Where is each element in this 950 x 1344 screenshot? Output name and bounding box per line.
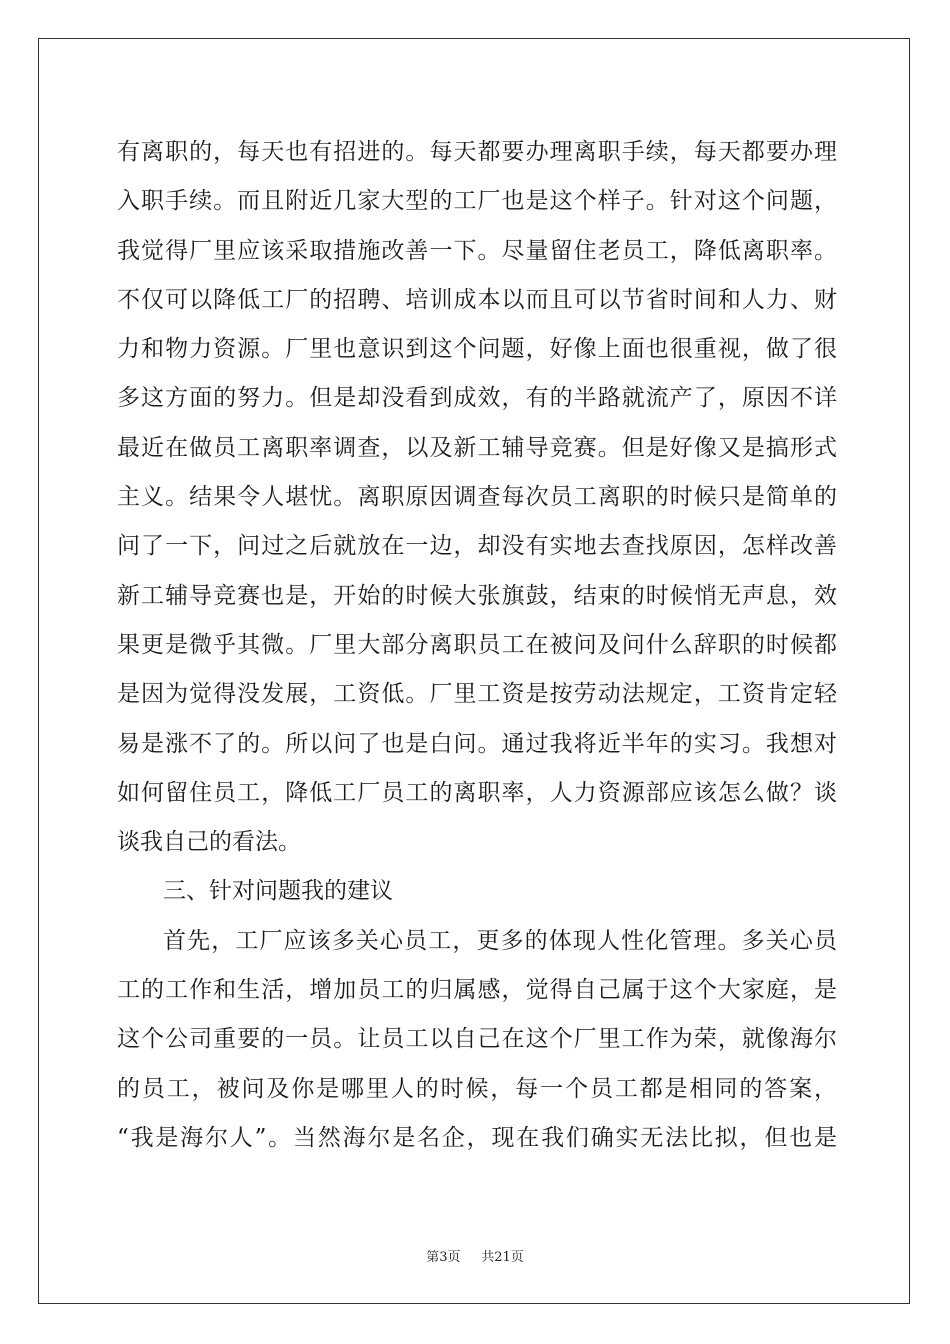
page-number: 第3页 bbox=[426, 1250, 461, 1265]
text-line: 果更是微乎其微。厂里大部分离职员工在被问及问什么辞职的时候都 bbox=[117, 631, 837, 658]
text-line: 多这方面的努力。但是却没看到成效，有的半路就流产了，原因不详 bbox=[117, 385, 837, 412]
text-line: 入职手续。而且附近几家大型的工厂也是这个样子。针对这个问题， bbox=[117, 188, 837, 215]
text-line: 的员工，被问及你是哪里人的时候，每一个员工都是相同的答案， bbox=[117, 1075, 837, 1102]
section-heading: 三、针对问题我的建议 bbox=[163, 878, 393, 905]
text-line: 主义。结果令人堪忧。离职原因调查每次员工离职的时候只是简单的 bbox=[117, 484, 837, 511]
text-line: 首先，工厂应该多关心员工，更多的体现人性化管理。多关心员 bbox=[163, 927, 837, 954]
document-body bbox=[117, 128, 837, 1163]
text-line: 力和物力资源。厂里也意识到这个问题，好像上面也很重视，做了很 bbox=[117, 336, 837, 363]
text-line: 工的工作和生活，增加员工的归属感，觉得自己属于这个大家庭，是 bbox=[117, 977, 837, 1004]
text-line: 有离职的，每天也有招进的。每天都要办理离职手续，每天都要办理 bbox=[117, 139, 837, 165]
text-line: 如何留住员工，降低工厂员工的离职率，人力资源部应该怎么做？谈 bbox=[117, 779, 837, 806]
text-line: 问了一下，问过之后就放在一边，却没有实地去查找原因，怎样改善 bbox=[117, 533, 837, 560]
text-line: 易是涨不了的。所以问了也是白问。通过我将近半年的实习。我想对 bbox=[117, 730, 837, 757]
text-line: 新工辅导竞赛也是，开始的时候大张旗鼓，结束的时候悄无声息，效 bbox=[117, 582, 837, 609]
text-line: 是因为觉得没发展，工资低。厂里工资是按劳动法规定，工资肯定轻 bbox=[117, 681, 837, 708]
text-line: 最近在做员工离职率调查，以及新工辅导竞赛。但是好像又是搞形式 bbox=[117, 434, 837, 461]
page-footer bbox=[0, 1246, 950, 1265]
page-total: 共21页 bbox=[481, 1250, 524, 1265]
text-line: 我觉得厂里应该采取措施改善一下。尽量留住老员工，降低离职率。 bbox=[117, 237, 837, 264]
text-line: “我是海尔人”。当然海尔是名企，现在我们确实无法比拟，但也是 bbox=[117, 1124, 837, 1151]
footer-gap bbox=[465, 1250, 477, 1265]
text-line: 不仅可以降低工厂的招聘、培训成本以而且可以节省时间和人力、财 bbox=[117, 286, 837, 313]
text-line: 谈我自己的看法。 bbox=[117, 829, 301, 856]
text-line: 这个公司重要的一员。让员工以自己在这个厂里工作为荣，就像海尔 bbox=[117, 1026, 837, 1053]
